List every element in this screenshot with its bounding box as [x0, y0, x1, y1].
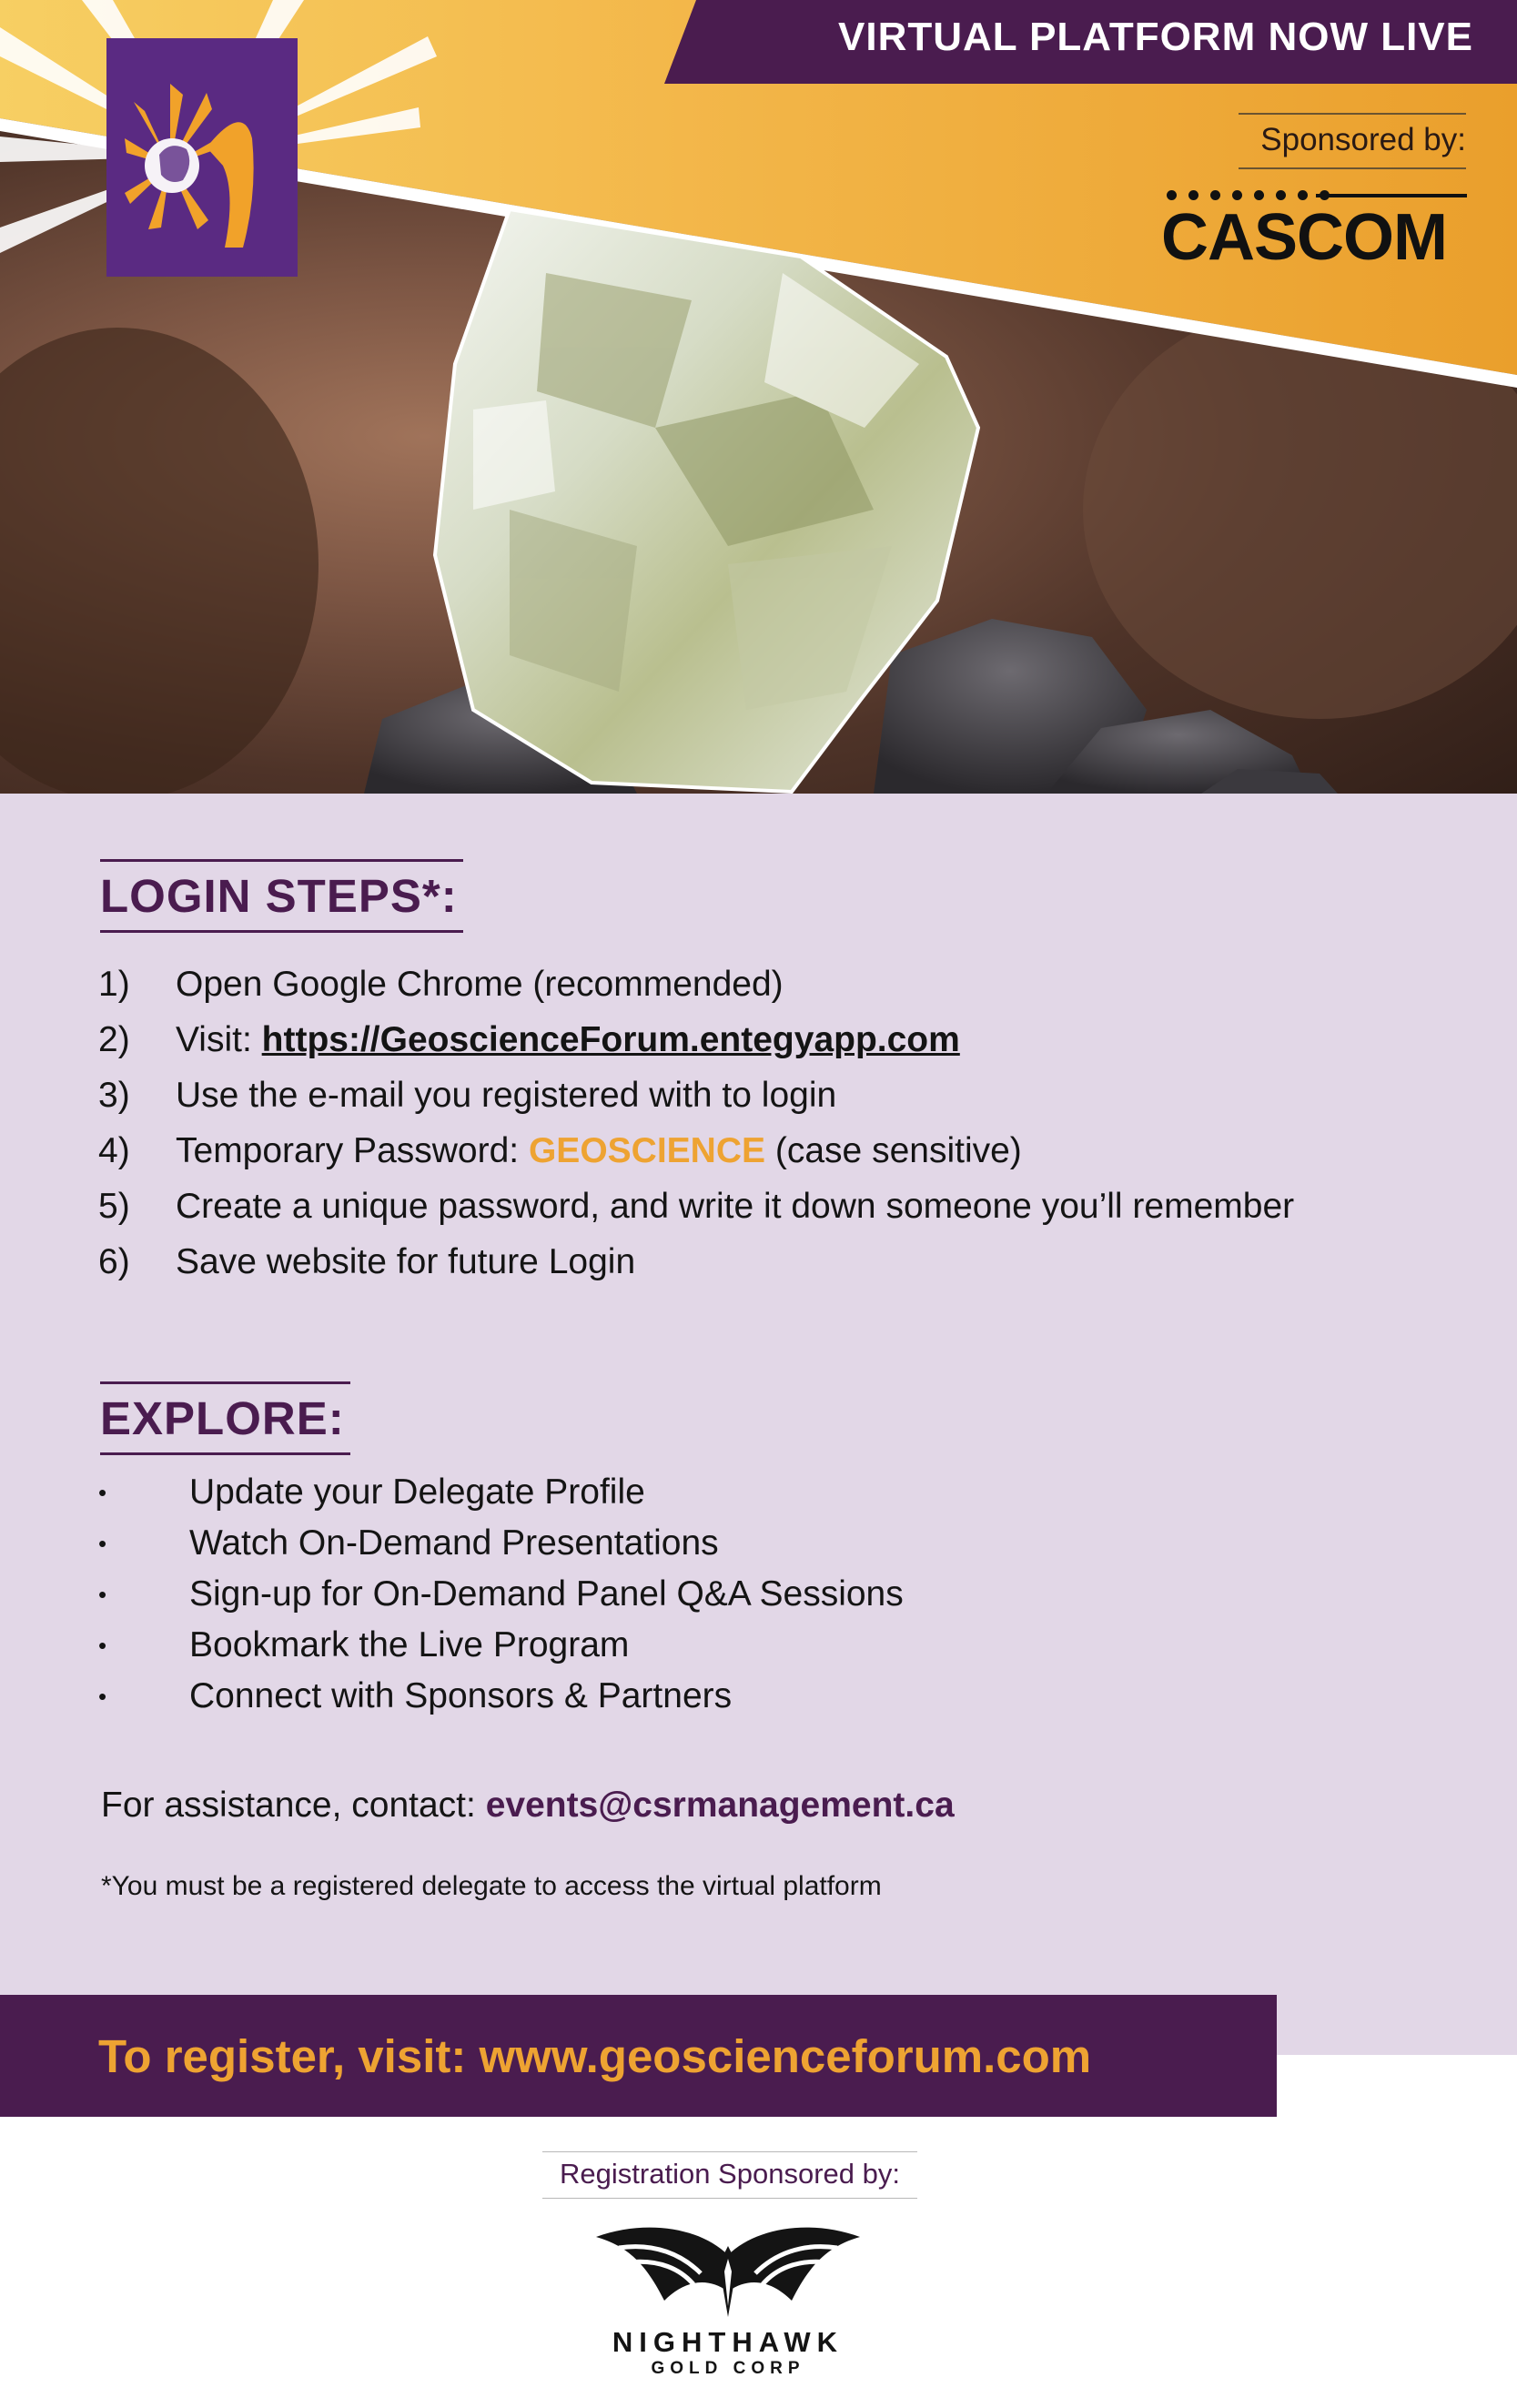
bullet-icon: •	[98, 1478, 107, 1506]
list-item: • Update your Delegate Profile	[98, 1472, 645, 1512]
assistance-email-link[interactable]: events@csrmanagement.ca	[485, 1786, 955, 1825]
cascom-logo: CASCOM	[1161, 201, 1447, 274]
sponsored-by-label: Sponsored by:	[1239, 113, 1466, 169]
register-bar	[0, 1995, 1277, 2117]
list-item: • Sign-up for On-Demand Panel Q&A Sessions	[98, 1574, 904, 1614]
platform-link[interactable]: https://GeoscienceForum.entegyapp.com	[261, 1019, 960, 1059]
bullet-icon: •	[98, 1529, 107, 1557]
nighthawk-subtitle: GOLD CORP	[651, 2359, 805, 2378]
cascom-dots	[1167, 190, 1330, 200]
list-item: 3) Use the e-mail you registered with to login	[98, 1075, 837, 1115]
banner-title: VIRTUAL PLATFORM NOW LIVE	[838, 15, 1473, 59]
bullet-icon: •	[98, 1682, 107, 1710]
geoscience-forum-logo-icon	[106, 38, 298, 277]
bullet-icon: •	[98, 1580, 107, 1608]
list-item: 5) Create a unique password, and write it down someone you’ll remember	[98, 1186, 1295, 1226]
list-item: 4) Temporary Password: GEOSCIENCE (case sensitive)	[98, 1130, 1022, 1170]
footnote: *You must be a registered delegate to access the virtual platform	[101, 1871, 882, 1901]
assistance-line: For assistance, contact: events@csrmanagement.ca	[101, 1786, 955, 1825]
explore-list	[98, 1467, 904, 1722]
list-item: 1) Open Google Chrome (recommended)	[98, 964, 784, 1004]
register-link[interactable]: To register, visit: www.geoscienceforum.com	[98, 2029, 1092, 2082]
cascom-rule	[1316, 194, 1467, 197]
nighthawk-eagle-icon	[592, 2219, 865, 2319]
explore-heading: EXPLORE:	[100, 1381, 350, 1455]
list-item: • Bookmark the Live Program	[98, 1625, 630, 1664]
login-steps-list	[98, 956, 1294, 1290]
list-item: 2) Visit: https://GeoscienceForum.entegyapp.com	[98, 1019, 960, 1059]
list-item: • Connect with Sponsors & Partners	[98, 1676, 733, 1715]
temporary-password: GEOSCIENCE	[528, 1130, 766, 1170]
registration-sponsor-label: Registration Sponsored by:	[542, 2151, 917, 2199]
list-item: • Watch On-Demand Presentations	[98, 1523, 719, 1563]
login-steps-heading: LOGIN STEPS*:	[100, 859, 463, 933]
background-blur	[0, 328, 319, 794]
hero-banner	[0, 0, 1517, 794]
nighthawk-wordmark: NIGHTHAWK	[612, 2326, 844, 2358]
list-item: 6) Save website for future Login	[98, 1241, 636, 1281]
bullet-icon: •	[98, 1631, 107, 1659]
